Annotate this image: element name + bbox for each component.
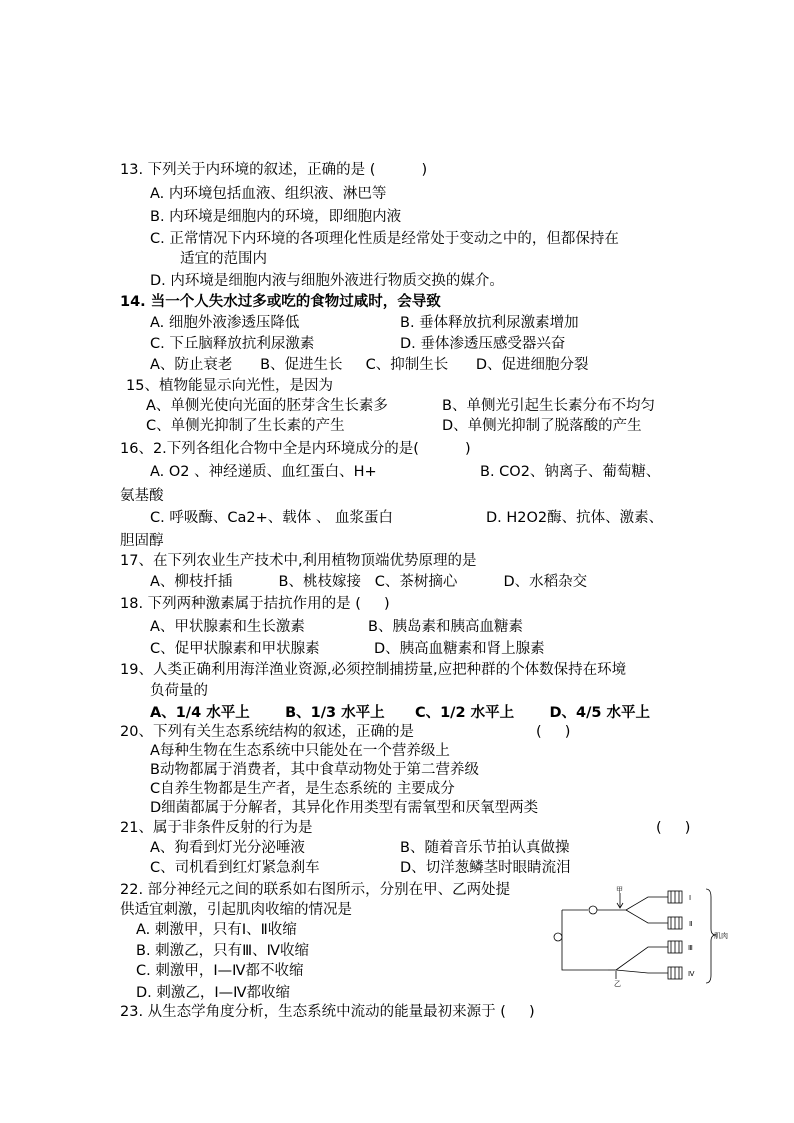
q13-option-d: D. 内环境是细胞内液与细胞外液进行物质交换的媒介。: [150, 273, 504, 289]
label-muscle-4: Ⅳ: [688, 970, 695, 978]
q14-option-b: B. 垂体释放抗利尿激素增加: [400, 315, 579, 331]
label-muscle-1: Ⅰ: [689, 894, 692, 902]
q16-option-b: B. CO2、钠离子、葡萄糖、: [480, 464, 661, 480]
q14-option-a: A. 细胞外液渗透压降低: [150, 315, 300, 331]
q15-option-d: D、单侧光抑制了脱落酸的产生: [442, 418, 642, 434]
q16-stem: 16、2.下列各组化合物中全是内环境成分的是( ): [120, 441, 471, 457]
q18-option-d: D、胰高血糖素和肾上腺素: [374, 641, 545, 657]
synapse-node: [589, 906, 597, 914]
q18-stem: 18. 下列两种激素属于拮抗作用的是 ( ): [120, 596, 390, 612]
q15-stem: 15、植物能显示向光性，是因为: [126, 378, 333, 394]
q16-option-c: C. 呼吸酶、Ca2+、载体 、 血浆蛋白: [150, 510, 393, 526]
q13-option-a: A. 内环境包括血液、组织液、淋巴等: [150, 186, 387, 202]
q16-option-d-cont: 胆固醇: [120, 533, 164, 549]
label-muscle-3: Ⅲ: [688, 944, 693, 952]
q18-option-a: A、甲状腺素和生长激素: [150, 619, 305, 635]
q13-option-c-cont: 适宜的范围内: [180, 251, 267, 267]
q15-option-b: B、单侧光引起生长素分布不均匀: [442, 398, 655, 414]
q22-option-d: D. 刺激乙，Ⅰ—Ⅳ都收缩: [136, 985, 291, 1001]
q22-option-c: C. 刺激甲，Ⅰ—Ⅳ都不收缩: [136, 963, 304, 979]
q21-option-c: C、司机看到红灯紧急刹车: [150, 860, 320, 876]
q16-option-a: A. O2 、神经递质、血红蛋白、H+: [150, 464, 377, 480]
q20-answer-paren: ( ): [536, 724, 571, 740]
q20-option-c: C自养生物都是生产者，是生态系统的 主要成分: [150, 781, 455, 797]
q15-option-a: A、单侧光使向光面的胚芽含生长素多: [146, 398, 388, 414]
label-jia: 甲: [616, 886, 623, 894]
q21-option-a: A、狗看到灯光分泌唾液: [150, 840, 305, 856]
q20-stem: 20、下列有关生态系统结构的叙述，正确的是: [120, 724, 414, 740]
neuron-diagram: [548, 885, 728, 987]
q19-stem-cont: 负荷量的: [150, 683, 208, 699]
q22-stem-cont: 供适宜刺激，引起肌肉收缩的情况是: [120, 902, 352, 918]
q20-option-d: D细菌都属于分解者，其异化作用类型有需氧型和厌氧型两类: [150, 800, 539, 816]
q16-option-d: D. H2O2酶、抗体、激素、: [486, 510, 664, 526]
q14-option-d: D. 垂体渗透压感受器兴奋: [400, 336, 566, 352]
q22-stem: 22. 部分神经元之间的联系如右图所示，分别在甲、乙两处提: [120, 882, 511, 898]
label-yi: 乙: [614, 980, 621, 987]
q23-stem: 23. 从生态学角度分析，生态系统中流动的能量最初来源于 ( ): [120, 1004, 535, 1020]
q19-stem: 19、人类正确利用海洋渔业资源,必须控制捕捞量,应把种群的个体数保持在环境: [120, 662, 627, 678]
q14-extra-options: A、防止衰老 B、促进生长 C、抑制生长 D、促进细胞分裂: [150, 357, 589, 373]
q20-option-b: B动物都属于消费者，其中食草动物处于第二营养级: [150, 762, 479, 778]
q20-option-a: A每种生物在生态系统中只能处在一个营养级上: [150, 743, 450, 759]
q13-option-b: B. 内环境是细胞内的环境，即细胞内液: [150, 209, 402, 225]
q21-option-b: B、随着音乐节拍认真做操: [400, 840, 570, 856]
q13-stem: 13. 下列关于内环境的叙述，正确的是 ( ): [120, 162, 428, 178]
q18-option-c: C、促甲状腺素和甲状腺素: [150, 641, 320, 657]
neuron-cell-left: [554, 933, 562, 941]
q16-option-b-cont: 氨基酸: [120, 488, 164, 504]
q15-option-c: C、单侧光抑制了生长素的产生: [146, 418, 345, 434]
q22-option-a: A. 刺激甲，只有Ⅰ、Ⅱ收缩: [136, 922, 297, 938]
q14-option-c: C. 下丘脑释放抗利尿激素: [150, 336, 315, 352]
q21-stem: 21、属于非条件反射的行为是: [120, 820, 313, 836]
q19-options: A、1/4 水平上 B、1/3 水平上 C、1/2 水平上 D、4/5 水平上: [150, 705, 651, 721]
q17-options: A、柳枝扦插 B、桃枝嫁接 C、茶树摘心 D、水稻杂交: [150, 574, 588, 590]
q21-answer-paren: ( ): [656, 820, 691, 836]
q13-option-c: C. 正常情况下内环境的各项理化性质是经常处于变动之中的，但都保持在: [150, 231, 619, 247]
label-muscle-2: Ⅱ: [689, 920, 693, 928]
q18-option-b: B、胰岛素和胰高血糖素: [368, 619, 523, 635]
q21-option-d: D、切洋葱鳞茎时眼睛流泪: [400, 860, 571, 876]
q22-option-b: B. 刺激乙，只有Ⅲ、Ⅳ收缩: [136, 943, 310, 959]
q17-stem: 17、在下列农业生产技术中,利用植物顶端优势原理的是: [120, 553, 477, 569]
label-muscle: 肌肉: [714, 932, 728, 940]
q14-stem: 14. 当一个人失水过多或吃的食物过咸时，会导致: [120, 294, 441, 310]
